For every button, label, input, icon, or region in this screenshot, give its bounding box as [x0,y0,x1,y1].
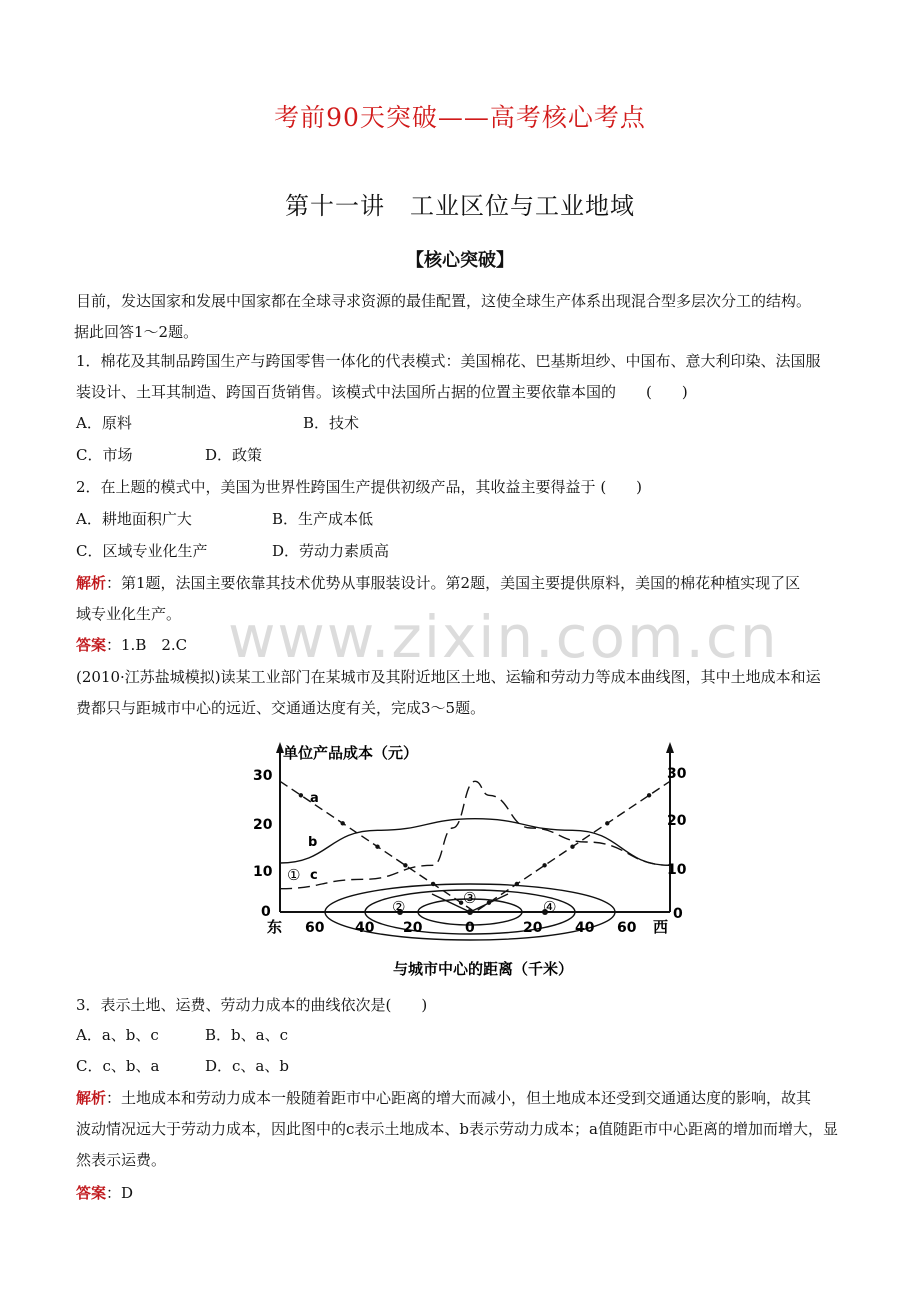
q1-line-1: 1．棉花及其制品跨国生产与跨国零售一体化的代表模式：美国棉花、巴基斯坦纱、中国布、意大利印染、法国服 [76,352,821,370]
intro-line-1: 目前，发达国家和发展中国家都在全球寻求资源的最佳配置，这使全球生产体系出现混合型多层次分工的结构。 [76,292,812,310]
analysis-1-line-1: ：第1题，法国主要依靠其技术优势从事服装设计。第2题，美国主要提供原料，美国的棉花种植实现了区 [106,574,801,592]
section-heading: 【核心突破】 [406,250,514,271]
y-tick-right-10: 10 [667,862,687,878]
cost-curve-chart [255,738,695,988]
y-tick-right-30: 30 [667,766,687,782]
q3-option-b: B．b、a、c [205,1026,288,1044]
curve-a-dot [299,793,303,797]
q2-option-b: B．生产成本低 [272,510,374,528]
curve-a-dot [341,821,345,825]
x-tick-60-right: 60 [617,920,637,936]
y-tick-left-0: 0 [261,904,271,920]
x-tick-20-right: 20 [523,920,543,936]
q1-option-a: A．原料 [76,414,132,432]
y-tick-left-30: 30 [253,768,273,784]
x-tick-west: 西 [653,918,669,936]
analysis-3-label: 解析 [76,1089,107,1107]
analysis-1-line-2: 域专业化生产。 [76,605,182,623]
curve-c [280,781,670,888]
curve-a-dot [375,845,379,849]
curve-a-dot [431,882,435,886]
answer-3-label: 答案 [76,1184,107,1202]
curve-label-b: b [308,835,318,850]
curve-a-dot [647,793,651,797]
region-label-1: ① [287,866,301,884]
curve-a-dot [542,863,546,867]
watermark: www.zixin.com.cn [228,603,779,671]
x-tick-40-right: 40 [575,920,595,936]
answer-1 [76,630,884,661]
q3-option-a: A．a、b、c [76,1026,159,1044]
curve-a-dot [487,901,491,905]
chart-x-label: 与城市中心的距离（千米） [393,960,574,978]
analysis-3-line-1: ：土地成本和劳动力成本一般随着距市中心距离的增大而减小，但土地成本还受到交通通达度的影响，故其 [106,1089,812,1107]
region-label-3: ③ [463,889,477,907]
q2-stem: 2．在上题的模式中，美国为世界性跨国生产提供初级产品，其收益主要得益于 ( ) [76,478,643,496]
y-tick-right-0: 0 [673,906,683,922]
curve-a-dot [605,821,609,825]
x-tick-0: 0 [465,920,475,936]
curve-a-dot [570,845,574,849]
region-label-4: ④ [543,898,557,916]
right-y-axis-arrow [666,742,674,753]
y-tick-left-20: 20 [253,817,273,833]
document-title: 考前90天突破——高考核心考点 [274,103,646,132]
analysis-3-line-3: 然表示运费。 [76,1151,167,1169]
x-tick-60-left: 60 [305,920,325,936]
chart-y-label: 单位产品成本（元） [283,744,419,762]
x-tick-20-left: 20 [403,920,423,936]
answer-3 [76,1178,884,1209]
q1-option-d: D．政策 [205,446,263,464]
x-tick-40-left: 40 [355,920,375,936]
analysis-1-label: 解析 [76,574,107,592]
y-tick-right-20: 20 [667,813,687,829]
q3-option-d: D．c、a、b [205,1057,289,1075]
analysis-3 [76,1083,884,1176]
q2-option-d: D．劳动力素质高 [272,542,390,560]
answer-1-label: 答案 [76,636,107,654]
region-label-2: ② [392,898,406,916]
q2-option-c: C．区域专业化生产 [76,542,208,560]
intro-line-2: 据此回答1～2题。 [74,323,199,341]
intro-paragraph [76,286,884,348]
y-tick-left-10: 10 [253,864,273,880]
intro-2-line-1: (2010·江苏盐城模拟)读某工业部门在某城市及其附近地区土地、运输和劳动力等成本曲线图，其中土地成本和运 [76,668,821,686]
analysis-3-line-2: 波动情况远大于劳动力成本，因此图中的c表示土地成本、b表示劳动力成本；a值随距市中心距离的增加而增大，显 [76,1120,838,1138]
curve-label-c: c [310,868,318,883]
curve-a-dot [515,882,519,886]
curve-b [280,819,670,866]
x-tick-east: 东 [267,918,283,936]
curve-a-dot [403,863,407,867]
answer-1-text: ：1.B 2.C [106,636,188,654]
q1-option-b: B．技术 [303,414,360,432]
curve-label-a: a [310,791,319,806]
intro-2-line-2: 费都只与距城市中心的远近、交通通达度有关，完成3～5题。 [76,699,486,717]
intro-2 [76,662,884,724]
lecture-title: 第十一讲 工业区位与工业地域 [285,192,635,220]
q1-line-2: 装设计、土耳其制造、跨国百货销售。该模式中法国所占据的位置主要依靠本国的 ( ) [76,383,688,401]
answer-3-text: ：D [106,1184,134,1202]
q3-stem: 3．表示土地、运费、劳动力成本的曲线依次是( ) [76,996,428,1014]
q1-option-c: C．市场 [76,446,133,464]
q3-option-c: C．c、b、a [76,1057,160,1075]
q2-option-a: A．耕地面积广大 [76,510,192,528]
question-1 [76,346,884,408]
